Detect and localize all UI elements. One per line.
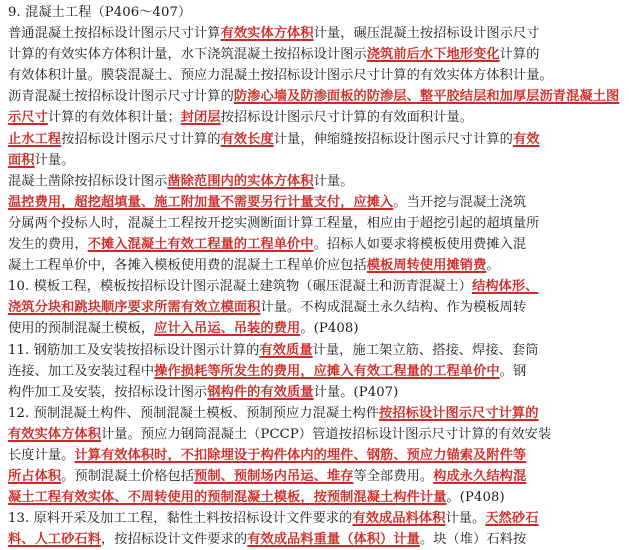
text-line [8,487,623,508]
highlighted-text: 模板周转使用摊销费 [366,258,487,274]
highlighted-text: 凝土工程有效实体、不周转使用的预制混凝土模板，按预制混凝土构件计量 [8,490,447,506]
highlighted-text: 计算有效体积时，不扣除埋设于构件体内的埋件、钢筋、预应力锚索及附件等 [74,447,527,463]
body-text: 。(P408) [300,321,359,337]
highlighted-text: 应计入吊运、吊装的费用 [154,321,301,337]
text-line [8,382,623,403]
highlighted-text: 预制、预制场内吊运、堆存 [194,469,354,485]
body-text: 按招标设计图示尺寸计算的 [61,131,221,147]
body-text: 11. 钢筋加工及安装按招标设计图示计算的 [8,342,260,358]
highlighted-text: 所占体积 [8,469,62,485]
text-line [8,276,623,297]
body-text: 凝土工程单价中，各摊入模板使用费的混凝土工程单价应包括 [8,258,367,274]
text-line [8,171,623,192]
highlighted-text: 天然砂石 [485,511,539,527]
body-text: 计算的有效体积计量； [47,110,181,126]
body-text: 计量，伸缩缝按招标设计图示尺寸计算的 [273,131,513,147]
highlighted-text: 构成永久结构混 [433,469,527,485]
text-line [8,361,623,382]
highlighted-text: 封闭层 [180,110,221,126]
body-text: 。块（堆）石料按 [419,532,527,548]
body-text: 。 [486,258,500,274]
highlighted-text: 钢构件的有效质量 [207,384,314,400]
body-text: 等全部费用。 [353,469,434,485]
text-line [8,297,623,318]
highlighted-text: 有效 [512,131,540,147]
body-text: 计量，碾压混凝土按招标设计图示尺寸 [313,26,540,42]
body-text: 计量。 [313,173,354,189]
text-line [8,192,623,213]
body-text: 。预制混凝土价格包括 [61,469,195,485]
body-text: 。(P408) [446,490,505,506]
body-text: 连接、加工及安装过程中 [8,363,155,379]
highlighted-text: 有效成品料体积 [352,511,446,527]
body-text: ，按招标设计文件要求的 [101,532,248,548]
body-text: 计算的有效实体方体积计量，水下浇筑混凝土按招标设计图示 [8,47,367,63]
body-text: 12. 预制混凝土构件、预制混凝土模板、预制预应力混凝土构件 [8,405,380,421]
text-line [8,213,623,234]
text-line [8,129,623,150]
highlighted-text: 有效成品料重量（体积）计量 [247,532,420,548]
highlighted-text: 有效实体方体积 [220,26,314,42]
text-line [8,255,623,276]
text-line [8,529,623,550]
highlighted-text: 浇筑前后水下地形变化 [366,47,500,63]
body-text: 10. 模板工程，模板按招标设计图示混凝土建筑物（碾压混凝土和沥青混凝土） [8,279,473,295]
highlighted-text: 浇筑分块和跳块顺序要求所需有效立模面积 [8,300,261,316]
body-text: 9. 混凝土工程（P406～407） [8,5,192,20]
highlighted-text: 不摊入混凝土有效工程量的工程单价中 [87,237,314,253]
body-text: 。钢 [499,363,527,379]
text-line [8,65,623,86]
text-line [8,234,623,255]
body-text: 计量。预应力钢筒混凝土（PCCP）管道按招标设计图示尺寸计算的有效安装 [101,426,552,442]
text-line [8,318,623,339]
highlighted-text: 按招标设计图示尺寸计算的 [379,405,539,421]
text-line [8,107,623,128]
body-text: 混凝土凿除按招标设计图示 [8,173,168,189]
body-text: 计量。(P407) [313,384,399,400]
body-text: 计量，施工架立筋、搭接、焊接、套筒 [312,342,539,358]
highlighted-text: 防渗心墙及防渗面板的防渗层、整平胶结层和加厚层沥青混凝土图 [233,89,620,105]
body-text: 长度计量。 [8,447,75,463]
body-text: 计算的 [499,47,540,63]
text-line [8,403,623,424]
highlighted-text: 面积 [8,152,35,168]
text-line [8,424,623,445]
text-line [8,2,623,23]
text-line [8,44,623,65]
body-text: 计量。不构成混凝土永久结构、作为模板周转 [260,300,527,316]
body-text: 构件加工及安装，按招标设计图示 [8,384,208,400]
text-line [8,466,623,487]
body-text: 沥青混凝土按招标设计图示尺寸计算的 [8,89,234,105]
highlighted-text: 有效质量 [259,342,313,358]
highlighted-text: 有效长度 [220,131,274,147]
body-text: 发生的费用， [8,237,88,253]
text-line [8,86,623,107]
text-line [8,508,623,529]
body-text: 按招标设计图示尺寸计算的有效面积计量。 [220,110,474,126]
highlighted-text: 温控费用，超挖超填量、施工附加量不需要另行计量支付，应摊入 [8,194,394,210]
highlighted-text: 示尺寸 [8,110,48,126]
body-text: 使用的预制混凝土模板， [8,321,155,337]
text-line [8,23,623,44]
text-line [8,150,623,171]
body-text: 。招标人如要求将模板使用费摊入混 [313,237,527,253]
body-text: 计量。 [34,152,75,168]
highlighted-text: 结构体形、 [472,279,539,295]
body-text: 有效体积计量。膜袋混凝土、预应力混凝土按招标设计图示尺寸计算的有效实体方体积计量。 [8,68,553,84]
highlighted-text: 凿除范围内的实体方体积 [167,173,314,189]
text-line [8,445,623,466]
body-text: 。当开挖与混凝土浇筑 [393,194,527,210]
highlighted-text: 操作损耗等所发生的费用，应摊入有效工程量的工程单价中 [154,363,500,379]
body-text: 计量。 [445,511,486,527]
body-text: 分属两个投标人时，混凝土工程按开挖实测断面计算工程量，相应由于超挖引起的超填量所 [8,215,540,231]
highlighted-text: 有效实体方体积 [8,426,102,442]
body-text: 13. 原料开采及加工工程，黏性土料按招标设计文件要求的 [8,511,353,527]
body-text: 普通混凝土按招标设计图示尺寸计算 [8,26,221,42]
text-line [8,340,623,361]
highlighted-text: 止水工程 [8,131,62,147]
highlighted-text: 料、人工砂石料 [8,532,102,548]
